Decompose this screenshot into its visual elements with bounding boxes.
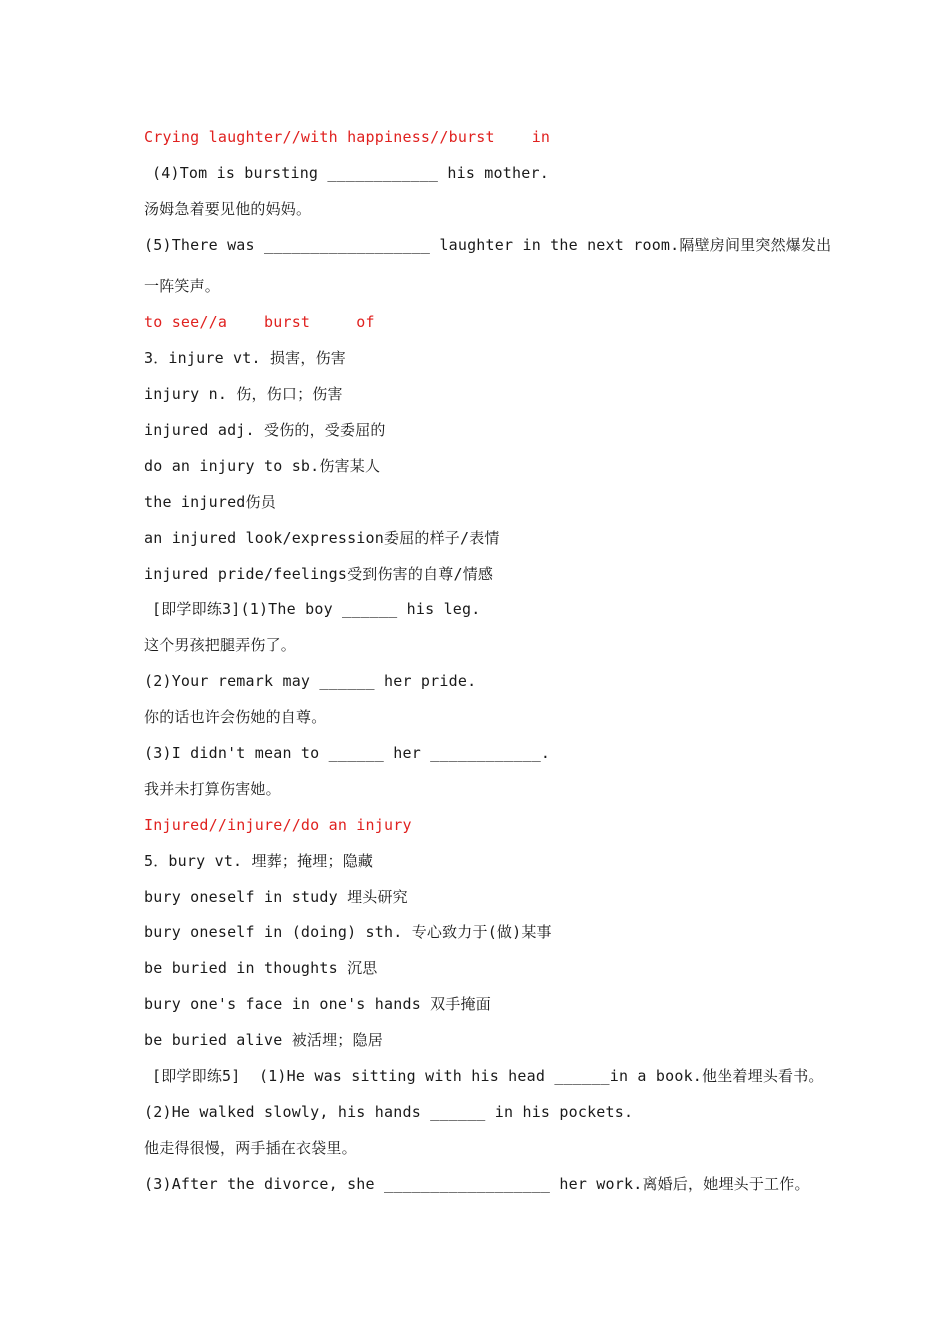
translation-line: 我并未打算伤害她。	[144, 780, 281, 798]
vocab-heading: 5．bury vt. 埋葬；掩埋；隐藏	[144, 852, 374, 870]
exercise-line: [即学即练3](1)The boy ______ his leg.	[152, 600, 481, 618]
translation-line: 一阵笑声。	[144, 277, 221, 295]
vocab-line: injury n. 伤，伤口；伤害	[144, 385, 343, 403]
vocab-line: injured adj. 受伤的，受委屈的	[144, 421, 386, 439]
translation-line: 你的话也许会伤她的自尊。	[144, 708, 327, 726]
exercise-line: (2)He walked slowly, his hands ______ in his pockets.	[144, 1103, 634, 1121]
vocab-line: bury one's face in one's hands 双手掩面	[144, 995, 491, 1013]
answer-line: to see//a burst of	[144, 313, 375, 331]
vocab-line: do an injury to sb.伤害某人	[144, 457, 381, 475]
vocab-line: be buried in thoughts 沉思	[144, 959, 378, 977]
translation-line: 汤姆急着要见他的妈妈。	[144, 200, 312, 218]
exercise-line: [即学即练5] (1)He was sitting with his head ______in a book.他坐着埋头看书。	[152, 1067, 824, 1085]
vocab-line: the injured伤员	[144, 493, 276, 511]
vocab-line: bury oneself in study 埋头研究	[144, 888, 408, 906]
translation-line: 这个男孩把腿弄伤了。	[144, 636, 297, 654]
answer-line: Crying laughter//with happiness//burst in	[144, 128, 551, 146]
vocab-line: be buried alive 被活埋；隐居	[144, 1031, 383, 1049]
vocab-line: injured pride/feelings受到伤害的自尊/情感	[144, 565, 494, 583]
vocab-line: an injured look/expression委屈的样子/表情	[144, 529, 500, 547]
vocab-heading: 3．injure vt. 损害，伤害	[144, 349, 346, 367]
answer-line: Injured//injure//do an injury	[144, 816, 412, 834]
exercise-line: (3)After the divorce, she __________________ her work.离婚后，她埋头于工作。	[144, 1175, 810, 1193]
exercise-line: (4)Tom is bursting ____________ his mother.	[152, 164, 549, 182]
exercise-line: (5)There was __________________ laughter in the next room.隔壁房间里突然爆发出	[144, 236, 832, 254]
translation-line: 他走得很慢，两手插在衣袋里。	[144, 1139, 357, 1157]
vocab-line: bury oneself in (doing) sth. 专心致力于(做)某事	[144, 923, 552, 941]
exercise-line: (3)I didn't mean to ______ her ____________.	[144, 744, 551, 762]
exercise-line: (2)Your remark may ______ her pride.	[144, 672, 477, 690]
